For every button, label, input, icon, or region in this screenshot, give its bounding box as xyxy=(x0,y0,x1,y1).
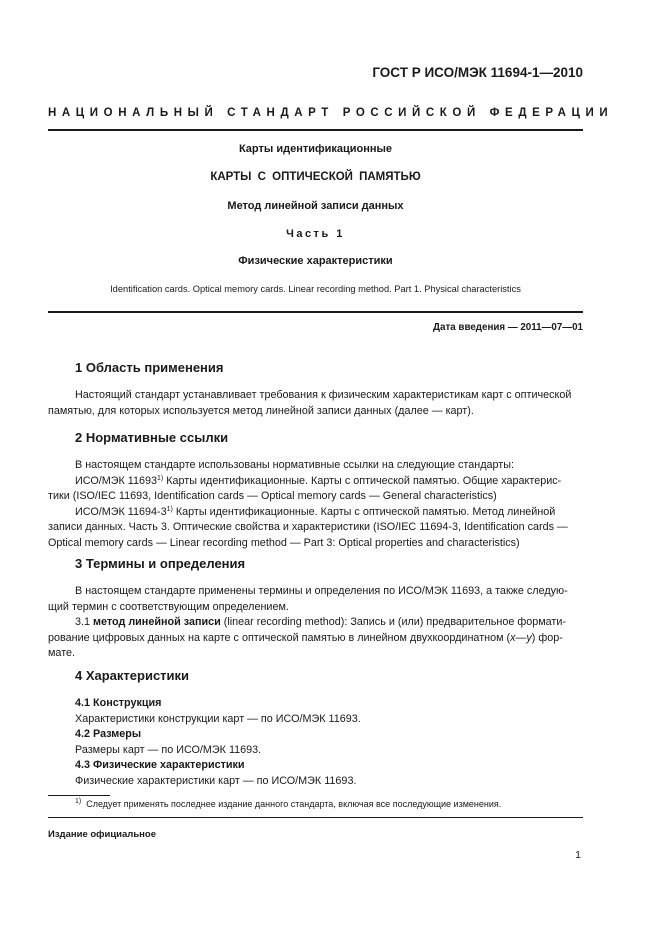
footnote xyxy=(75,799,501,809)
text-line xyxy=(48,631,583,647)
subsection-4-2-heading: 4.2 Размеры xyxy=(75,728,142,740)
section-3-text xyxy=(48,584,583,662)
national-standard-banner: НАЦИОНАЛЬНЫЙ СТАНДАРТ РОССИЙСКОЙ ФЕДЕРАЦИИ xyxy=(48,107,614,119)
footnote-rule xyxy=(48,795,110,796)
footnote-ref: 1) xyxy=(156,474,164,482)
text-fragment: — xyxy=(515,631,527,644)
introduction-date: Дата введения — 2011—07—01 xyxy=(433,322,583,333)
title-line-3: Метод линейной записи данных xyxy=(227,200,404,212)
text-line: мате. xyxy=(48,647,76,659)
footnote-ref: 1) xyxy=(166,505,173,513)
text-fragment: рование цифровых данных на карте с оптической памятью в линейном двухкоординатном ( xyxy=(48,631,511,644)
reference-title: Карты идентификационные. Карты с оптической памятью. Общие характерис- xyxy=(163,474,562,487)
text-line: памятью, для которых используется метод линейной записи данных (далее — карт). xyxy=(48,404,474,417)
subsection-4-1-heading: 4.1 Конструкция xyxy=(75,697,162,709)
document-number: ГОСТ Р ИСО/МЭК 11694-1—2010 xyxy=(372,65,583,80)
text-line: записи данных. Часть 3. Оптические свойства и характеристики (ISO/IEC 11694-3, Identification cards — xyxy=(48,521,568,533)
term-definition: (linear recording method): Запись и (или) предварительное формати- xyxy=(220,616,566,628)
reference-code: ИСО/МЭК 11693 xyxy=(75,474,157,487)
header-rule xyxy=(48,129,583,131)
english-title: Identification cards. Optical memory cards. Linear recording method. Part 1. Physical characteristics xyxy=(110,284,521,294)
title-line-5: Физические характеристики xyxy=(238,255,393,267)
term-name: метод линейной записи xyxy=(93,616,221,628)
section-1-heading: 1 Область применения xyxy=(75,360,224,375)
title-line-1: Карты идентификационные xyxy=(238,143,393,155)
reference-title: Карты идентификационные. Карты с оптической памятью. Метод линейной xyxy=(172,505,556,518)
subsection-4-3-heading: 4.3 Физические характеристики xyxy=(75,759,245,771)
section-2-heading: 2 Нормативные ссылки xyxy=(75,430,229,445)
official-edition-label: Издание официальное xyxy=(48,829,156,840)
title-line-2: КАРТЫ С ОПТИЧЕСКОЙ ПАМЯТЬЮ xyxy=(210,171,421,183)
title-rule xyxy=(48,311,583,313)
coordinate-x: х xyxy=(510,631,516,644)
text-line xyxy=(75,505,583,521)
coordinate-y: у xyxy=(526,631,532,644)
term-number: 3.1 xyxy=(75,616,94,628)
text-line: тики (ISO/IEC 11693, Identification cards — Optical memory cards — General characteristics) xyxy=(48,490,497,502)
text-line: щий термин с соответствующим определением. xyxy=(48,600,289,613)
footnote-text: Следует применять последнее издание данного стандарта, включая все последующие изменения. xyxy=(86,799,502,809)
subsection-4-1-text: Характеристики конструкции карт — по ИСО/МЭК 11693. xyxy=(75,712,361,725)
text-line xyxy=(75,615,583,631)
text-line: В настоящем стандарте применены термины и определения по ИСО/МЭК 11693, а также следую- xyxy=(75,585,568,597)
text-line xyxy=(75,474,583,490)
text-line: В настоящем стандарте использованы нормативные ссылки на следующие стандарты: xyxy=(75,459,514,471)
section-2-text xyxy=(48,458,583,551)
footnote-mark: 1) xyxy=(75,798,82,805)
reference-code: ИСО/МЭК 11694-3 xyxy=(75,505,167,518)
text-line: Настоящий стандарт устанавливает требования к физическим характеристикам карт с оптической xyxy=(75,389,572,401)
section-1-text xyxy=(48,388,583,419)
text-fragment: ) фор- xyxy=(531,631,563,644)
section-4-heading: 4 Характеристики xyxy=(75,668,190,683)
footer-rule xyxy=(48,817,583,818)
section-4-text xyxy=(75,696,583,789)
section-3-heading: 3 Термины и определения xyxy=(75,556,246,571)
title-part: Часть 1 xyxy=(286,228,345,240)
subsection-4-3-text: Физические характеристики карт — по ИСО/МЭК 11693. xyxy=(75,774,357,787)
page-number: 1 xyxy=(575,849,581,861)
subsection-4-2-text: Размеры карт — по ИСО/МЭК 11693. xyxy=(75,743,262,756)
text-line: Optical memory cards — Linear recording method — Part 3: Optical properties and characteristics) xyxy=(48,536,520,549)
